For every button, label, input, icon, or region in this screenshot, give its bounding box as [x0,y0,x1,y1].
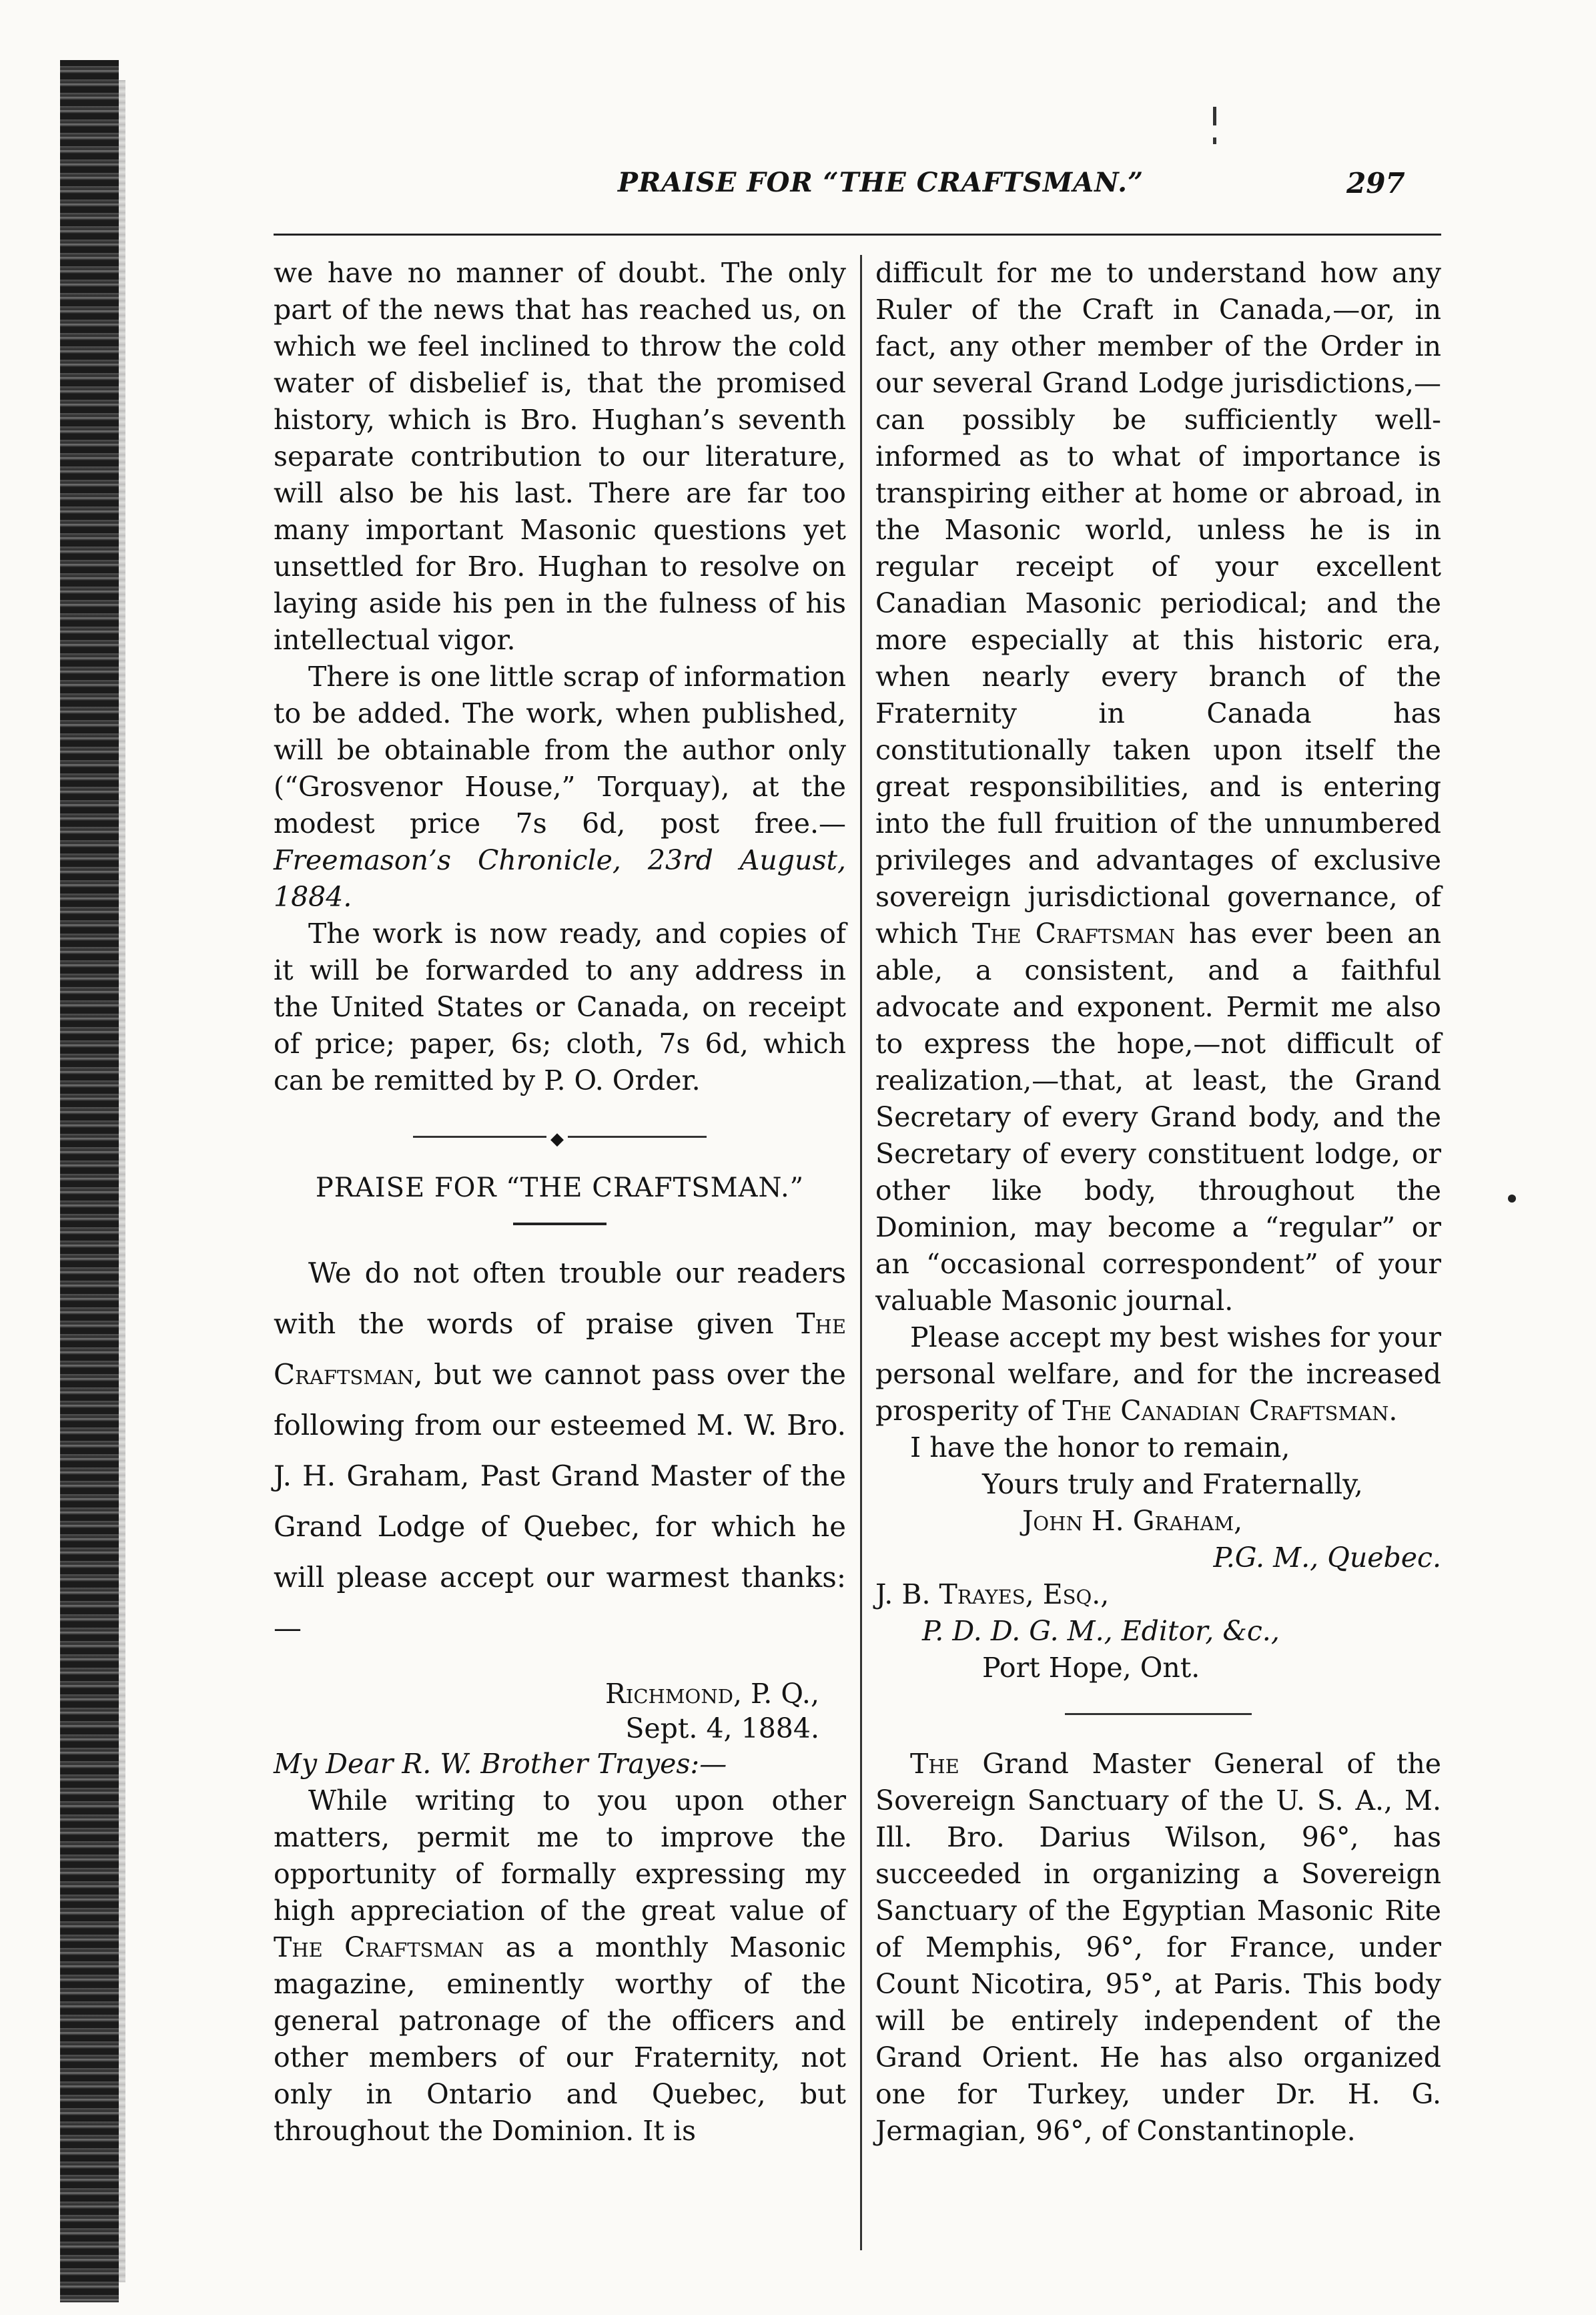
letter-text: Please accept my best wishes for your personal welfare, and for the increased prosperity of [875,1321,1441,1427]
right-column [875,255,1441,2149]
intro-text: We do not often trouble our readers with the words of praise given [274,1257,846,1340]
place-text: Richmond, P. Q., [605,1678,819,1710]
left-column [274,255,846,2149]
page-binding-shadow [119,80,125,2282]
intro-paragraph [274,1248,846,1654]
paragraph [274,659,846,916]
section-rule [513,1223,607,1225]
magazine-name: The Canadian Craftsman [1062,1395,1389,1427]
letter-text: While writing to you upon other matters, permit me to improve the opportunity of formally expressing my high appreciation of the great value of [274,1784,846,1927]
intro-text: , but we cannot pass over the following from our esteemed M. W. Bro. J. H. Graham, Past Grand Master of the Grand Lodge of Quebec, for which he will please accept our warmest thanks:— [274,1358,846,1644]
letter-text: as a monthly Masonic magazine, eminently worthy of the general patronage of the officers and other members of our Fraternity, not only in Ontario and Quebec, but throughout the Dominion. It is [274,1931,846,2147]
signature-title: P.G. M., Quebec. [1213,1542,1441,1574]
magazine-name: The Craftsman [274,1931,484,1963]
stray-mark [1213,137,1216,144]
addressee-place: Port Hope, Ont. [982,1652,1200,1684]
page-number: 297 [1346,167,1405,200]
page-binding-edge [60,60,119,2302]
magazine-name: The Craftsman [274,1307,846,1391]
source-citation: Freemason’s Chronicle, 23rd August, 1884. [274,844,846,913]
letter-signature: John H. Graham, [1022,1505,1243,1537]
news-paragraph [875,1746,1441,2149]
addressee-title: P. D. D. G. M., Editor, &c., [922,1615,1280,1647]
letter-closing: Yours truly and Fraternally, [982,1468,1363,1500]
letter-text: . [1388,1395,1398,1427]
paragraph: The work is now ready, and copies of it will be forwarded to any address in the United States or Canada, on receipt of price; paper, 6s; cloth, 7s 6d, which can be remitted by P. O. Order. [274,918,846,1096]
letter-date: Sept. 4, 1884. [625,1712,819,1744]
column-divider [860,255,862,2250]
paragraph-text: There is one little scrap of information to be added. The work, when published, will be obtainable from the author only (“Grosvenor House,” Torquay), at the modest price 7s 6d, post free.— [274,661,846,840]
magazine-name: The Craftsman [971,918,1176,950]
stray-mark [1213,107,1216,125]
section-divider [1065,1713,1252,1715]
letter-closing: I have the honor to remain, [910,1431,1290,1463]
paragraph: we have no manner of doubt. The only part of the news that has reached us, on which we feel inclined to throw the cold water of disbelief is, that the promised history, which is Bro. Hughan’s seventh separate contribution to our literature, will also be his last. There are far too many important Masonic questions yet unsettled for Bro. Hughan to resolve on laying aside his pen in the fulness of his intellectual vigor. [274,257,846,656]
letter-paragraph [274,1782,846,2149]
news-text: Grand Master General of the Sovereign Sanctuary of the U. S. A., M. Ill. Bro. Darius Wilson, 96°, has succeeded in organizing a Sovereign Sanctuary of the Egyptian Masonic Rite of Memphis, 96°, for France, under Count Nicotira, 95°, at Paris. This body will be entirely independent of the Grand Orient. He has also organized one for Turkey, under Dr. H. G. Jermagian, 96°, of Constantinople. [875,1748,1441,2147]
addressee-name: J. B. Trayes, Esq., [875,1578,1110,1610]
running-head-title: PRAISE FOR “THE CRAFTSMAN.” [617,167,1144,198]
letter-paragraph [875,255,1441,1319]
letter-text: difficult for me to understand how any Ruler of the Craft in Canada,—or, in fact, any other member of the Order in our several Grand Lodge jurisdictions,—can possibly be sufficiently well-informed as to what of importance is transpiring either at home or abroad, in the Masonic world, unless he is in regular receipt of your excellent Canadian Masonic periodical; and the more especially at this historic era, when nearly every branch of the Fraternity in Canada has constitutionally taken upon itself the great responsibilities, and is entering into the full fruition of the unnumbered privileges and advantages of exclusive sovereign jurisdictional governance, of which [875,257,1441,950]
letter-paragraph [875,1319,1441,1429]
section-ornament [413,1136,707,1143]
news-lead-word: The [910,1748,959,1780]
letter-salutation: My Dear R. W. Brother Trayes:— [274,1748,727,1780]
letter-text: has ever been an able, a consistent, and a faithful advocate and exponent. Permit me also to express the hope,—not difficult of realization,—that, at least, the Grand Secretary of every Grand body, and the Secretary of every constituent lodge, or other like body, throughout the Dominion, may become a “regular” or an “occasional correspondent” of your valuable Masonic journal. [875,918,1441,1317]
section-heading: PRAISE FOR “THE CRAFTSMAN.” [315,1173,805,1203]
letter-place [274,1676,846,1711]
header-rule [274,234,1441,236]
stray-dot [1508,1195,1516,1203]
